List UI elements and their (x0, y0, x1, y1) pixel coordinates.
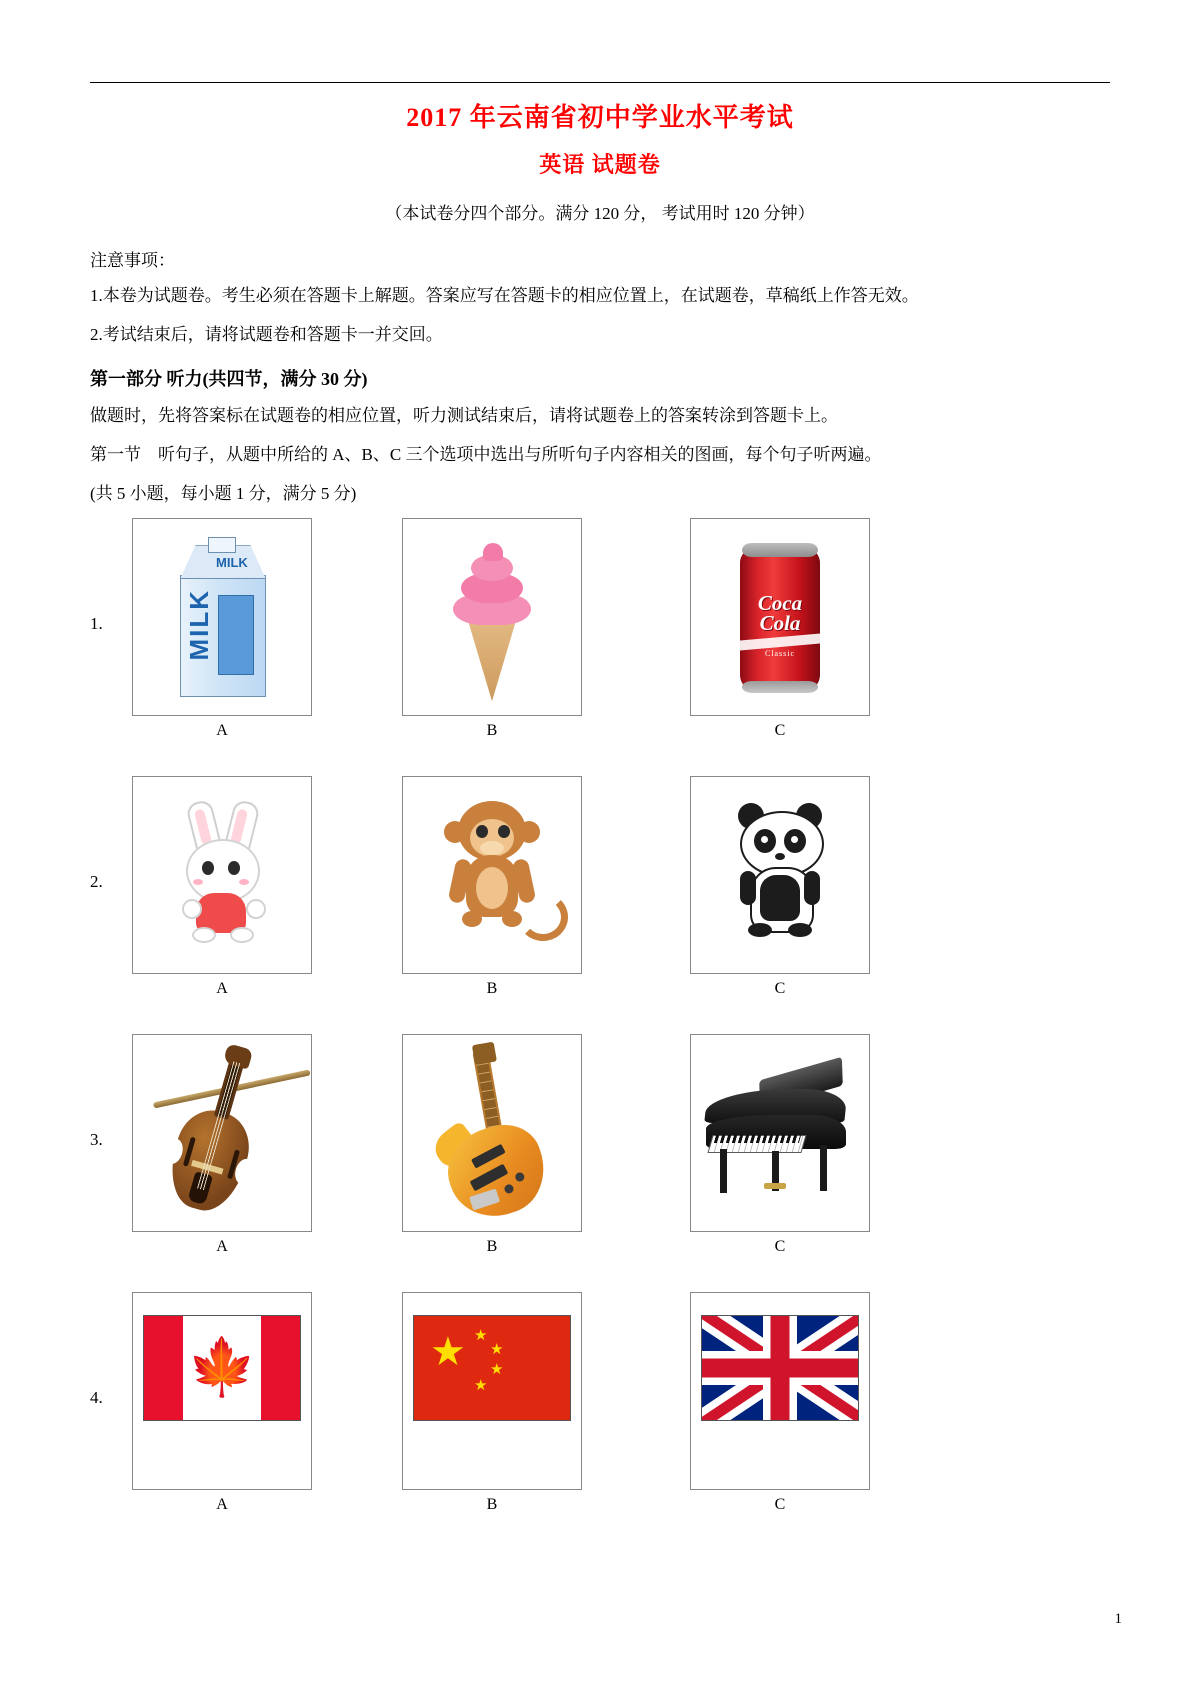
violin-icon (132, 1034, 312, 1232)
option-label: B (486, 1496, 498, 1514)
exam-info-line: （本试卷分四个部分。满分 120 分， 考试用时 120 分钟） (385, 204, 815, 223)
option-c[interactable] (690, 1292, 870, 1514)
page-number: 1 (1114, 1611, 1122, 1627)
option-a[interactable] (132, 1292, 312, 1514)
notice-item-1: 1.本卷为试题卷。考生必须在答题卡上解题。答案应写在答题卡的相应位置上，在试题卷，草稿纸上作答无效。 (90, 286, 919, 305)
page-content (90, 0, 1110, 1540)
rabbit-image (132, 776, 312, 974)
option-b[interactable] (402, 1292, 582, 1514)
china-flag-icon: ★ ★ ★ ★ ★ (413, 1315, 571, 1421)
monkey-icon (422, 797, 562, 957)
coke-sub-label: Classic (764, 649, 796, 659)
china-flag-image (402, 1292, 582, 1490)
option-b[interactable] (402, 1034, 582, 1256)
option-label: B (486, 980, 498, 998)
option-c[interactable] (690, 518, 870, 740)
question-row (90, 1292, 1110, 1540)
section-one-score: (共 5 小题，每小题 1 分，满分 5 分) (90, 484, 357, 504)
uk-flag-image (690, 1292, 870, 1490)
header-rule (90, 82, 1110, 83)
option-label: A (216, 1238, 228, 1256)
section-one-instruction: 第一节 听句子，从题中所给的 A、B、C 三个选项中选出与所听句子内容相关的图画，每个句子听两遍。 (90, 445, 882, 465)
canada-flag-image (132, 1292, 312, 1490)
question-row (90, 1034, 1110, 1282)
coke-wordmark-line1: Coca (757, 591, 803, 616)
coke-wordmark-line2: Cola (759, 611, 801, 636)
ice-cream-icon (437, 539, 547, 704)
piano-image (690, 1034, 870, 1232)
milk-label-vertical: MILK (184, 589, 214, 661)
option-label: C (774, 1496, 786, 1514)
option-label: C (774, 722, 786, 740)
electric-guitar-image (402, 1034, 582, 1232)
ice-cream-cone-image (402, 518, 582, 716)
page-title: 2017 年云南省初中学业水平考试 (406, 103, 794, 132)
monkey-image (402, 776, 582, 974)
option-a[interactable] (132, 776, 312, 998)
canada-flag-icon: 🍁 (143, 1315, 301, 1421)
page-subtitle: 英语 试题卷 (539, 152, 661, 177)
guitar-icon (402, 1034, 582, 1232)
option-label: A (216, 980, 228, 998)
option-label: C (774, 1238, 786, 1256)
milk-carton-icon (162, 537, 282, 702)
option-c[interactable] (690, 776, 870, 998)
milk-label-horizontal: MILK (216, 555, 248, 571)
option-a[interactable] (132, 1034, 312, 1256)
panda-image (690, 776, 870, 974)
piano-icon (700, 1071, 860, 1201)
part-one-note: 做题时，先将答案标在试题卷的相应位置，听力测试结束后，请将试题卷上的答案转涂到答题卡上。 (90, 406, 838, 426)
panda-icon (720, 801, 840, 951)
option-label: B (486, 1238, 498, 1256)
option-label: A (216, 1496, 228, 1514)
option-label: C (774, 980, 786, 998)
option-b[interactable] (402, 518, 582, 740)
notice-item-2: 2.考试结束后，请将试题卷和答题卡一并交回。 (90, 325, 443, 345)
option-c[interactable] (690, 1034, 870, 1256)
option-label: B (486, 722, 498, 740)
option-a[interactable] (132, 518, 312, 740)
milk-carton-image (132, 518, 312, 716)
question-number: 3. (90, 1130, 103, 1150)
question-number: 2. (90, 872, 103, 892)
notice-heading: 注意事项： (90, 251, 175, 270)
violin-image (132, 1034, 312, 1232)
uk-flag-icon (701, 1315, 859, 1421)
coca-cola-can-image (690, 518, 870, 716)
question-row (90, 518, 1110, 766)
part-one-heading: 第一部分 听力(共四节，满分 30 分) (90, 369, 368, 390)
rabbit-icon (162, 801, 282, 951)
option-b[interactable] (402, 776, 582, 998)
question-row (90, 776, 1110, 1024)
option-label: A (216, 722, 228, 740)
soda-can-icon (732, 539, 828, 699)
question-number: 1. (90, 614, 103, 634)
question-number: 4. (90, 1388, 103, 1408)
